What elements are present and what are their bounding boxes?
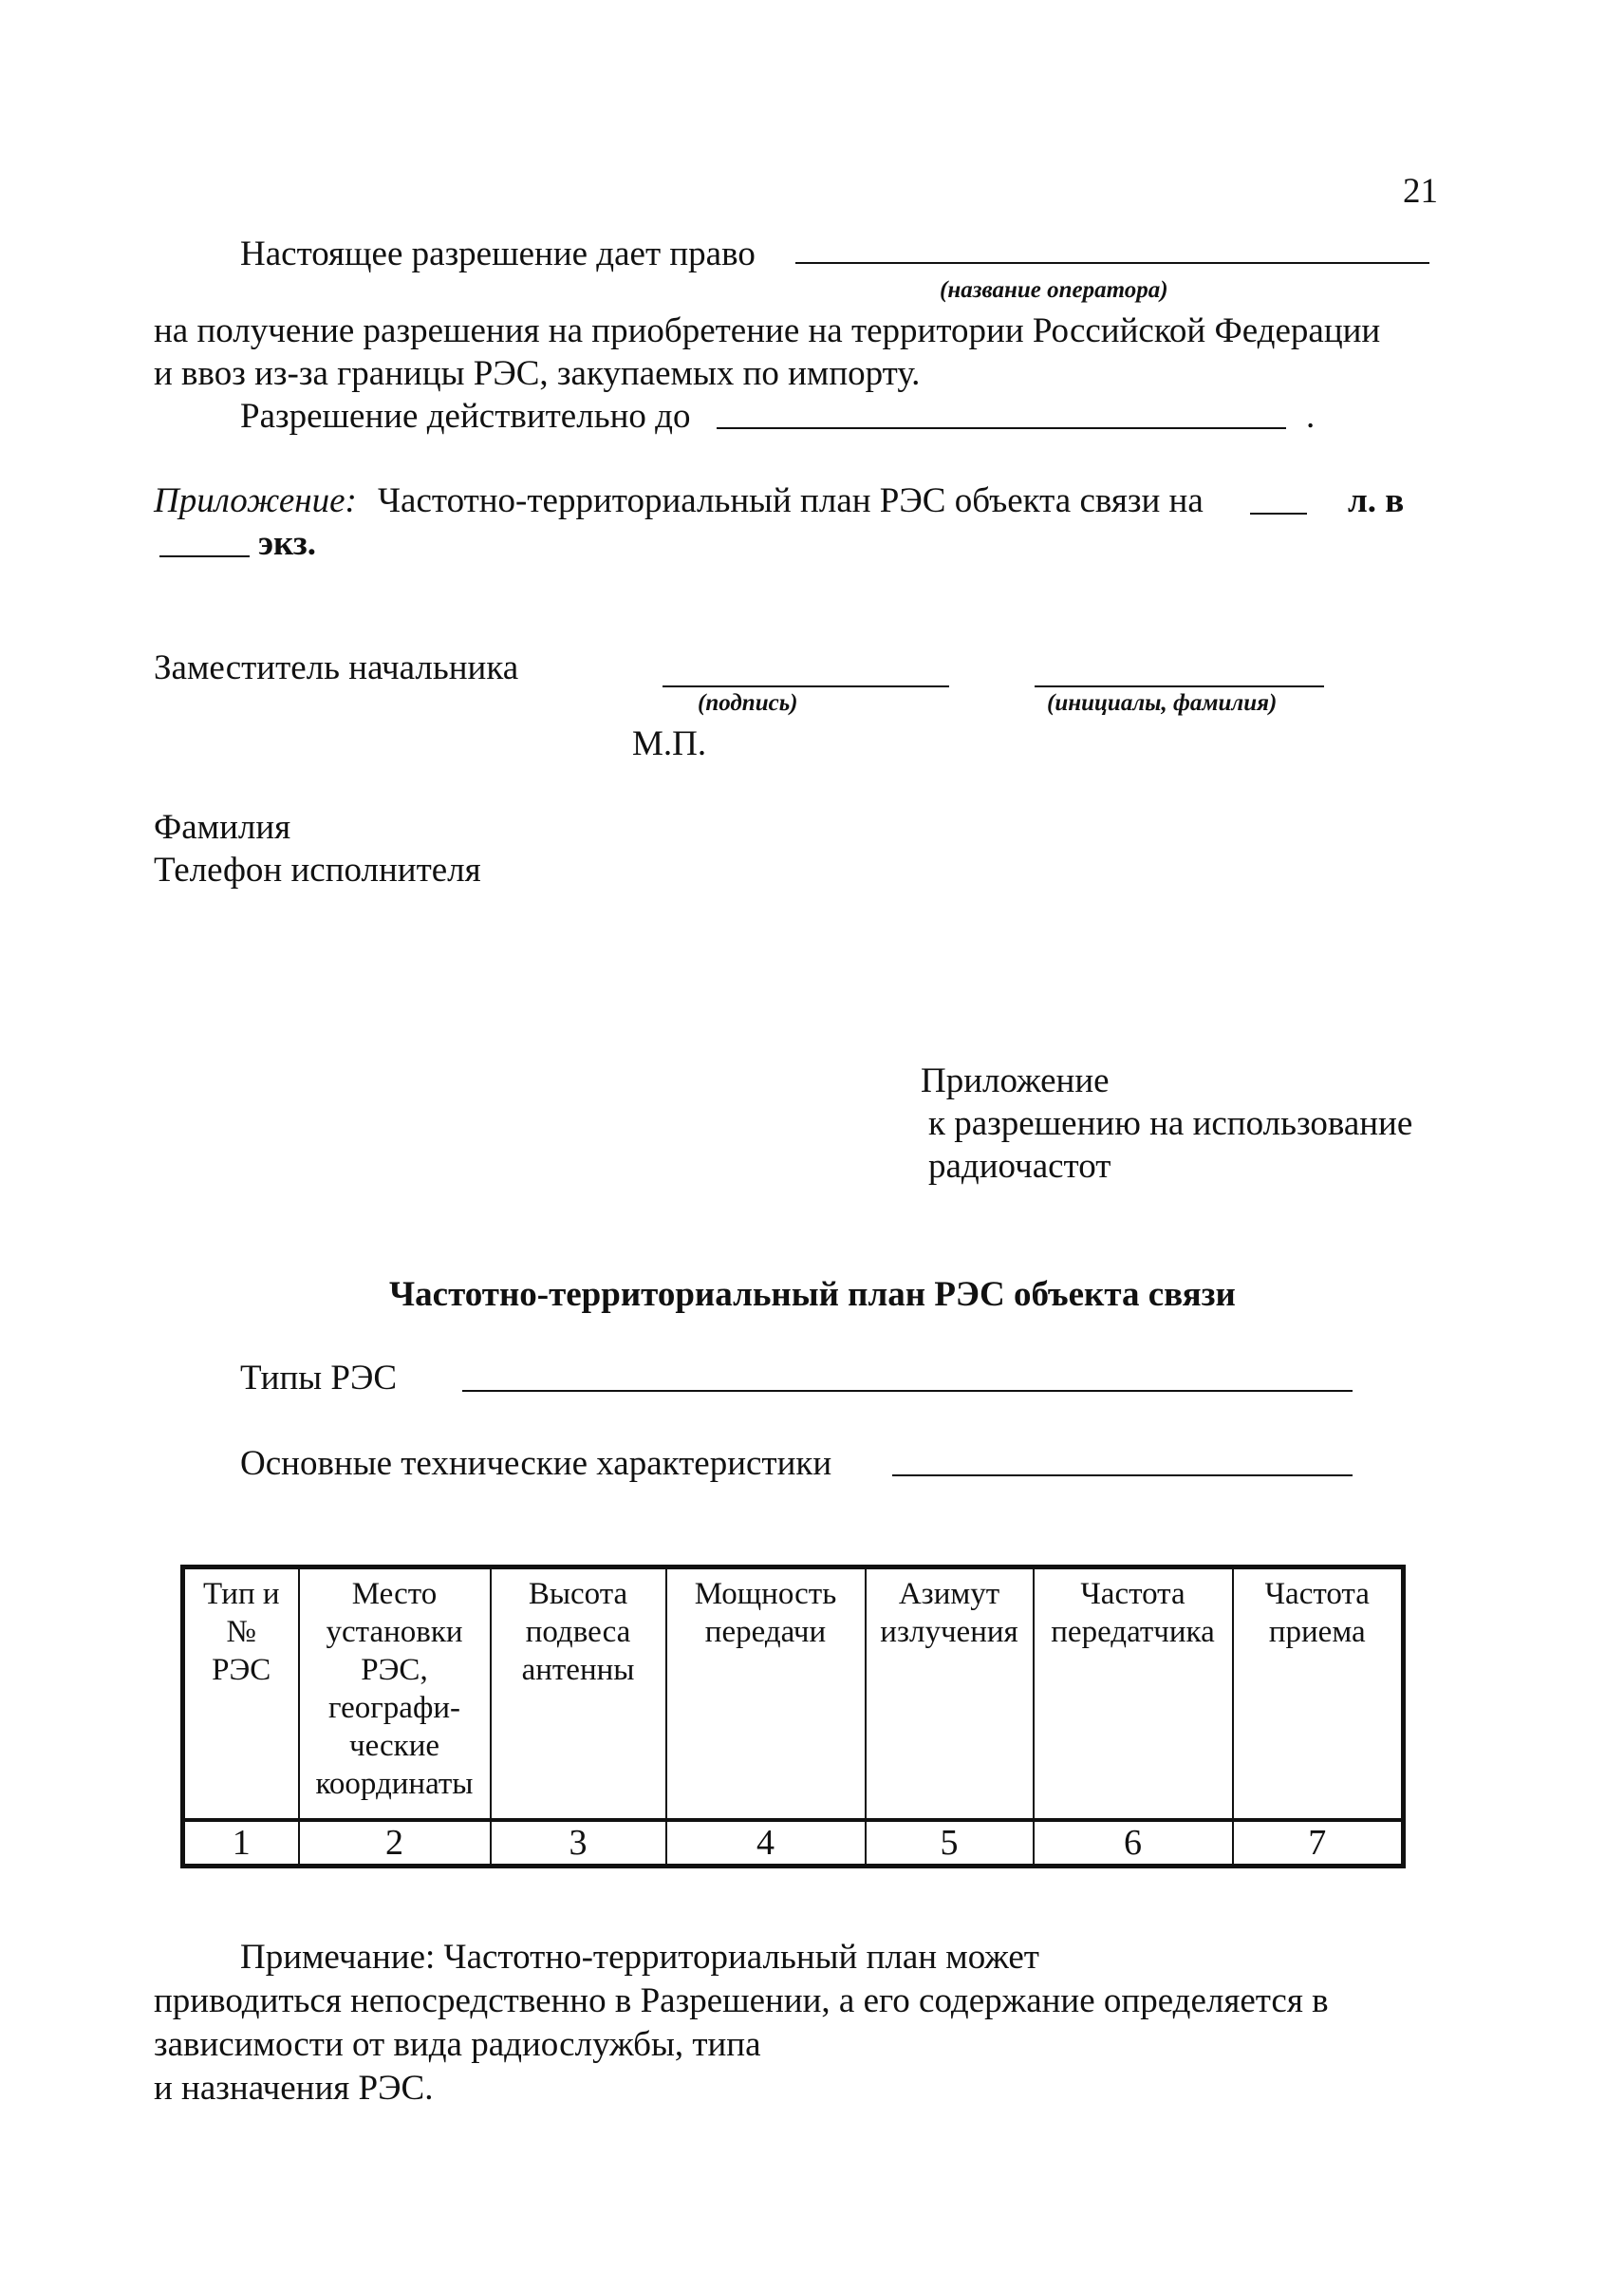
name-caption: (инициалы, фамилия) <box>1047 690 1278 716</box>
sheets-blank-line <box>1250 513 1307 515</box>
table-header-row <box>183 1567 1404 1821</box>
page-number: 21 <box>1403 172 1438 211</box>
table-number-row <box>183 1820 1404 1867</box>
header-cell-tx-frequency: Частота передатчика <box>1034 1567 1233 1821</box>
appendix-line-1: Приложение <box>921 1061 1110 1100</box>
note-line-4: и назначения РЭС. <box>154 2069 434 2108</box>
header-cell-rx-frequency: Частота приема <box>1233 1567 1404 1821</box>
column-number: 7 <box>1233 1820 1404 1867</box>
column-number: 2 <box>299 1820 491 1867</box>
attachment-label: Приложение: <box>154 481 357 520</box>
header-cell-azimuth: Азимут излучения <box>866 1567 1034 1821</box>
executor-surname: Фамилия <box>154 808 291 847</box>
operator-caption: (название оператора) <box>940 277 1168 303</box>
signature-caption: (подпись) <box>698 690 798 716</box>
res-types-blank-line <box>462 1390 1353 1392</box>
intro-line-3: и ввоз из-за границы РЭС, закупаемых по импорту. <box>154 354 921 393</box>
valid-until-period: . <box>1306 397 1316 436</box>
name-blank-line <box>1035 685 1324 687</box>
header-cell-location: Место установки РЭС, географи- ческие координаты <box>299 1567 491 1821</box>
column-number: 3 <box>491 1820 666 1867</box>
res-types-label: Типы РЭС <box>240 1359 398 1398</box>
intro-line-2: на получение разрешения на приобретение на территории Российской Федерации <box>154 311 1381 350</box>
column-number: 6 <box>1034 1820 1233 1867</box>
note-line-3: зависимости от вида радиослужбы, типа <box>154 2025 761 2064</box>
stamp-label: М.П. <box>632 724 707 763</box>
header-cell-power: Мощность передачи <box>666 1567 866 1821</box>
column-number: 5 <box>866 1820 1034 1867</box>
attachment-copies: экз. <box>258 524 316 563</box>
header-cell-antenna-height: Высота подвеса антенны <box>491 1567 666 1821</box>
column-number: 1 <box>183 1820 299 1867</box>
header-cell-type: Тип и № РЭС <box>183 1567 299 1821</box>
signature-blank-line <box>663 685 949 687</box>
intro-line-1: Настоящее разрешение дает право <box>240 235 756 273</box>
appendix-line-2: к разрешению на использование <box>928 1104 1413 1143</box>
valid-until-blank-line <box>717 427 1286 429</box>
column-number: 4 <box>666 1820 866 1867</box>
valid-until-label: Разрешение действительно до <box>240 397 691 436</box>
position-title: Заместитель начальника <box>154 648 519 687</box>
executor-phone: Телефон исполнителя <box>154 851 481 890</box>
note-line-2: приводиться непосредственно в Разрешении, а его содержание определяется в <box>154 1981 1329 2020</box>
attachment-text: Частотно-территориальный план РЭС объекта связи на <box>378 481 1204 520</box>
copies-blank-line <box>159 555 250 557</box>
note-line-1: Примечание: Частотно-территориальный план может <box>240 1938 1039 1977</box>
characteristics-blank-line <box>892 1474 1353 1476</box>
frequency-plan-table <box>180 1565 1406 1868</box>
plan-title: Частотно-территориальный план РЭС объекта связи <box>389 1275 1236 1314</box>
appendix-line-3: радиочастот <box>928 1147 1111 1186</box>
operator-blank-line <box>795 262 1429 264</box>
characteristics-label: Основные технические характеристики <box>240 1444 832 1483</box>
attachment-sheets: л. в <box>1348 481 1405 520</box>
